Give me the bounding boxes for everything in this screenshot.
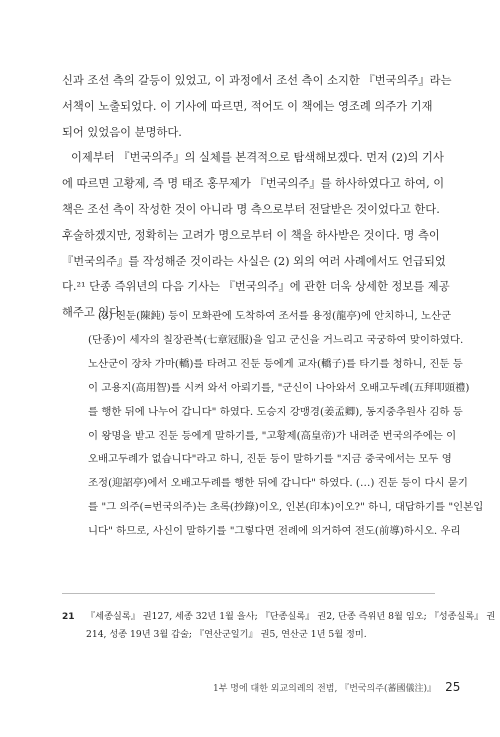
footnote-divider <box>62 593 435 594</box>
footnote-line: 214, 성종 19년 3월 갑술; 『연산군일기』 권5, 연산군 1년 5월 정미. <box>86 629 367 640</box>
body-line: 되어 있었음이 분명하다. <box>62 125 182 139</box>
body-line: 서책이 노출되었다. 이 기사에 따르면, 적어도 이 책에는 영조례 의주가 기재 <box>62 99 433 113</box>
quote-line: (3) 진둔(陳鈍) 등이 모화관에 도착하여 조서를 용정(龍亭)에 안치하니, 노산군 <box>98 310 452 322</box>
page-footer <box>213 676 461 695</box>
body-line: 책은 조선 측이 작성한 것이 아니라 명 측으로부터 전달받은 것이었다고 한다. <box>62 202 440 216</box>
page-number: 25 <box>445 680 461 694</box>
body-line: 『번국의주』를 작성해준 것이라는 사실은 (2) 외의 여러 사례에서도 언급되었 <box>62 254 446 268</box>
body-line: 다.²¹ 단종 즉위년의 다음 기사는 『번국의주』에 관한 더욱 상세한 정보를 제공 <box>62 280 450 294</box>
quote-line: 노산군이 장차 가마(轎)를 타려고 진둔 등에게 교자(轎子)를 타기를 청하니, 진둔 등 <box>88 357 463 370</box>
body-line: 에 따르면 고황제, 즉 명 태조 홍무제가 『번국의주』를 하사하였다고 하여, 이 <box>62 177 445 191</box>
block-quote <box>88 305 484 544</box>
footnote-text <box>86 608 496 644</box>
quote-line: (단종)이 세자의 칠장관복(七章冠服)을 입고 군신을 거느리고 국궁하여 맞이하였다. <box>88 333 464 346</box>
quote-line: 이 고용지(高用智)를 시켜 와서 아뢰기를, "군신이 나아와서 오배고두례(五拜叩頭禮) <box>88 381 470 394</box>
footnote-number: 21 <box>62 612 75 622</box>
main-text-block <box>62 68 452 326</box>
body-line: 신과 조선 측의 갈등이 있었고, 이 과정에서 조선 측이 소지한 『번국의주』라는 <box>62 74 452 87</box>
quote-line: 를 "그 의주(=번국의주)는 초록(抄錄)이오, 인본(印本)이오?" 하니, 대답하기를 "인본입 <box>88 501 484 514</box>
body-line: 후술하겠지만, 정확히는 고려가 명으로부터 이 책을 하사받은 것이다. 명 측이 <box>62 228 440 242</box>
body-line: 이제부터 『번국의주』의 실체를 본격적으로 탐색해보겠다. 먼저 (2)의 기사 <box>71 151 444 165</box>
quote-line: 를 행한 뒤에 나누어 갑니다" 하였다. 도승지 강맹경(姜孟卿), 동지중추원사 김하 등 <box>88 405 463 418</box>
footnote-line: 『세종실록』 권127, 세종 32년 1월 을사; 『단종실록』 권2, 단종 즉위년 8월 임오; 『성종실록』 권 <box>86 611 496 622</box>
quote-line: 니다" 하므로, 사신이 말하기를 "그렇다면 전례에 의거하여 전도(前導)하시오. 우리 <box>88 525 461 538</box>
running-head: 1부 명에 대한 외교의례의 전범, 『번국의주(蕃國儀注)』 <box>213 684 437 694</box>
body-line: 해주고 있다. <box>62 306 124 320</box>
quote-line: 조정(迎詔亭)에서 오배고두례를 행한 뒤에 갑니다" 하였다. (…) 진둔 등이 다시 묻기 <box>88 477 468 490</box>
quote-line: 이 왕명을 받고 진둔 등에게 말하기를, "고황제(高皇帝)가 내려준 번국의주에는 이 <box>88 429 457 442</box>
quote-line: 오배고두례가 없습니다"라고 하니, 진둔 등이 말하기를 "지금 중국에서는 모두 영 <box>88 453 452 466</box>
